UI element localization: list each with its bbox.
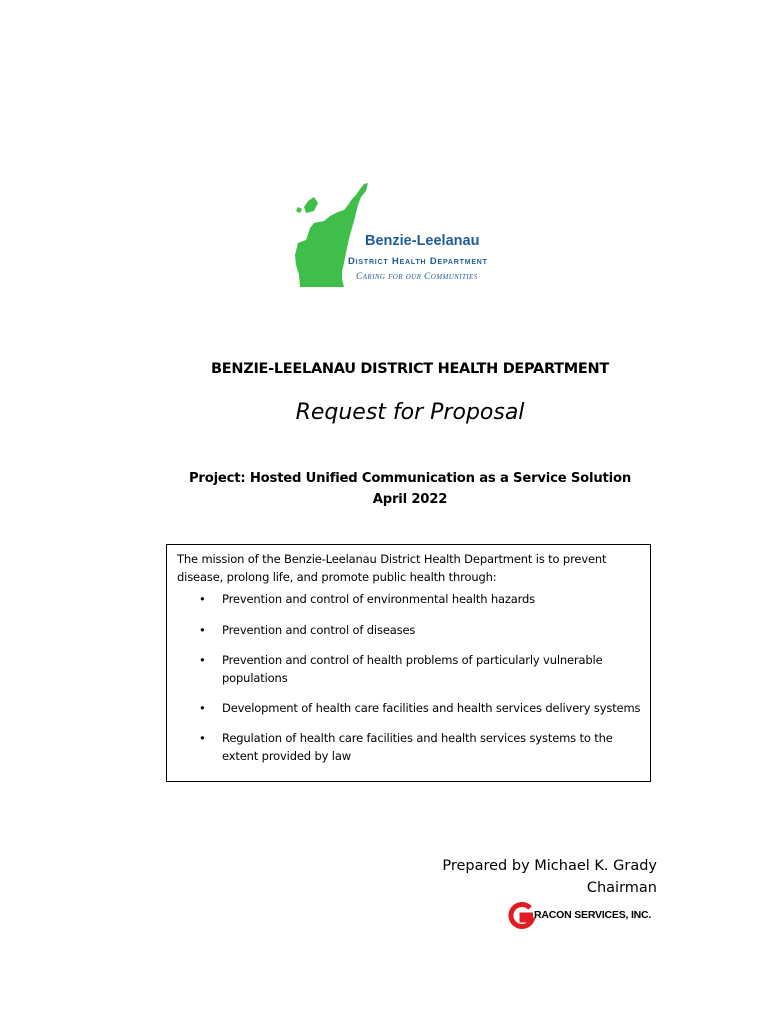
mission-statement-box [166, 544, 651, 782]
mission-item-text: Prevention and control of health problems of particularly vulnerable populations [222, 653, 603, 685]
mission-list-item [199, 652, 642, 687]
mission-list-item [199, 730, 642, 765]
logo-tagline: Caring for our Communities [356, 272, 478, 282]
bullet-icon: • [199, 592, 206, 606]
logo-name: Benzie-Leelanau [365, 233, 480, 249]
bullet-icon: • [199, 701, 206, 715]
mission-item-text: Prevention and control of diseases [222, 623, 416, 637]
organization-logo [290, 183, 530, 293]
project-date: April 2022 [372, 492, 448, 507]
mission-item-text: Prevention and control of environmental health hazards [222, 592, 536, 606]
mission-list-item [199, 591, 642, 609]
preparer-role: Chairman [586, 880, 657, 896]
document-title: Request for Proposal [295, 400, 525, 425]
bullet-icon: • [199, 653, 206, 667]
company-name: RACON SERVICES, INC. [534, 909, 652, 921]
gracon-g-icon [508, 902, 536, 930]
mission-item-text: Regulation of health care facilities and health services systems to the extent provided by law [222, 731, 613, 763]
mission-item-text: Development of health care facilities and health services delivery systems [222, 701, 641, 715]
mission-list-item [199, 700, 642, 718]
bullet-icon: • [199, 623, 206, 637]
logo-department: District Health Department [348, 256, 488, 267]
bullet-icon: • [199, 731, 206, 745]
prepared-by-block [400, 855, 657, 899]
mission-list-item [199, 622, 642, 640]
mission-intro: The mission of the Benzie-Leelanau District Health Department is to prevent disease, prolong life, and promote public health through: [177, 552, 607, 584]
project-name: Project: Hosted Unified Communication as a Service Solution [188, 471, 632, 486]
organization-title: BENZIE-LEELANAU DISTRICT HEALTH DEPARTMENT [211, 361, 609, 377]
company-logo [508, 902, 658, 930]
project-block [0, 468, 770, 510]
prepared-by: Prepared by Michael K. Grady [442, 858, 657, 874]
